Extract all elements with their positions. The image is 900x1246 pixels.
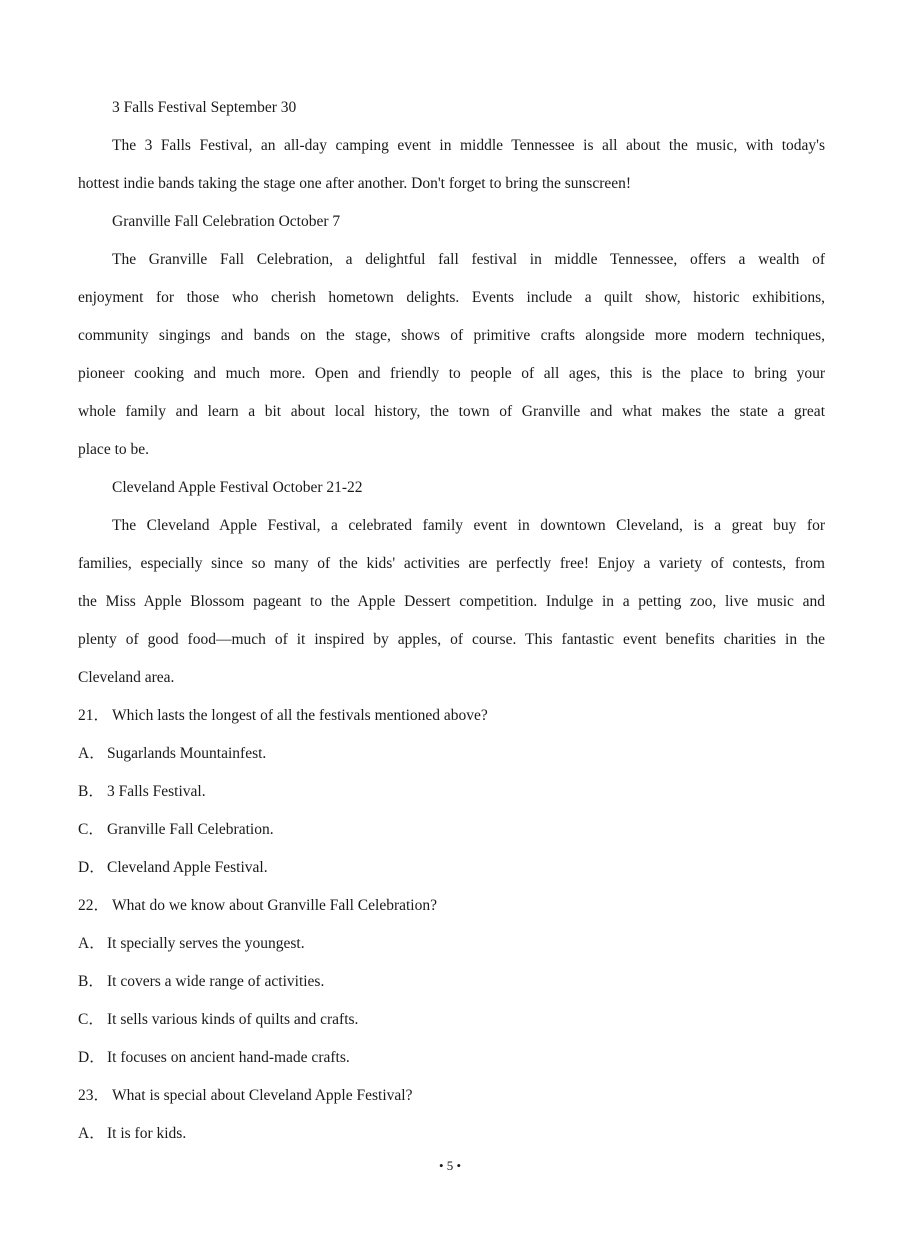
- question-22-option-b: [78, 972, 825, 992]
- question-text: What is special about Cleveland Apple Festival?: [112, 1087, 413, 1104]
- paragraph-line: The 3 Falls Festival, an all-day camping event in middle Tennessee is all about the music, with today's: [112, 137, 825, 154]
- paragraph-line: families, especially since so many of the kids' activities are perfectly free! Enjoy a variety of contests, from: [78, 555, 825, 572]
- option-text: It specially serves the youngest.: [107, 935, 305, 952]
- option-letter: A．: [78, 935, 105, 952]
- question-21-option-b: [78, 782, 825, 802]
- option-text: Sugarlands Mountainfest.: [107, 745, 267, 762]
- paragraph-line: hottest indie bands taking the stage one after another. Don't forget to bring the sunscreen!: [78, 175, 632, 192]
- paragraph-line: enjoyment for those who cherish hometown delights. Events include a quilt show, historic exhibitions,: [78, 289, 825, 306]
- option-letter: A．: [78, 745, 105, 762]
- option-text: It sells various kinds of quilts and crafts.: [107, 1011, 359, 1028]
- option-letter: D．: [78, 859, 105, 876]
- paragraph-line: place to be.: [78, 441, 150, 458]
- option-letter: C．: [78, 1011, 104, 1028]
- paragraph-line: whole family and learn a bit about local history, the town of Granville and what makes the state a great: [78, 403, 825, 420]
- question-22-option-c: [78, 1010, 825, 1030]
- question-22-option-d: [78, 1048, 825, 1068]
- paragraph-line: The Granville Fall Celebration, a delightful fall festival in middle Tennessee, offers a wealth of: [112, 251, 825, 268]
- paragraph-line: the Miss Apple Blossom pageant to the Apple Dessert competition. Indulge in a petting zoo, live music and: [78, 593, 825, 610]
- question-number: 23．: [78, 1087, 110, 1104]
- option-letter: A．: [78, 1125, 105, 1142]
- paragraph-line: Cleveland area.: [78, 669, 175, 686]
- option-text: It focuses on ancient hand-made crafts.: [107, 1049, 350, 1066]
- question-number: 22．: [78, 897, 110, 914]
- section-heading-cleveland: Cleveland Apple Festival October 21-22: [112, 479, 363, 496]
- option-text: It is for kids.: [107, 1125, 187, 1142]
- option-letter: B．: [78, 973, 104, 990]
- question-21: [78, 706, 825, 726]
- question-22-option-a: [78, 934, 825, 954]
- section-heading-3-falls: 3 Falls Festival September 30: [112, 99, 297, 116]
- paragraph-line: pioneer cooking and much more. Open and friendly to people of all ages, this is the place to bring your: [78, 365, 825, 382]
- option-text: 3 Falls Festival.: [107, 783, 206, 800]
- paragraph-line: community singings and bands on the stage, shows of primitive crafts alongside more modern techniques,: [78, 327, 825, 344]
- option-letter: D．: [78, 1049, 105, 1066]
- option-text: Granville Fall Celebration.: [107, 821, 274, 838]
- question-21-option-a: [78, 744, 825, 764]
- option-letter: B．: [78, 783, 104, 800]
- paragraph-line: The Cleveland Apple Festival, a celebrated family event in downtown Cleveland, is a great buy for: [112, 517, 825, 534]
- section-heading-granville: Granville Fall Celebration October 7: [112, 213, 341, 230]
- question-22: [78, 896, 825, 916]
- question-23: [78, 1086, 825, 1106]
- question-number: 21．: [78, 707, 110, 724]
- option-letter: C．: [78, 821, 104, 838]
- question-text: Which lasts the longest of all the festivals mentioned above?: [112, 707, 488, 724]
- page-number: • 5 •: [438, 1158, 462, 1173]
- question-21-option-c: [78, 820, 825, 840]
- paragraph-line: plenty of good food—much of it inspired by apples, of course. This fantastic event benefits charities in the: [78, 631, 825, 648]
- question-21-option-d: [78, 858, 825, 878]
- option-text: It covers a wide range of activities.: [107, 973, 325, 990]
- question-text: What do we know about Granville Fall Celebration?: [112, 897, 437, 914]
- option-text: Cleveland Apple Festival.: [107, 859, 268, 876]
- question-23-option-a: [78, 1124, 825, 1144]
